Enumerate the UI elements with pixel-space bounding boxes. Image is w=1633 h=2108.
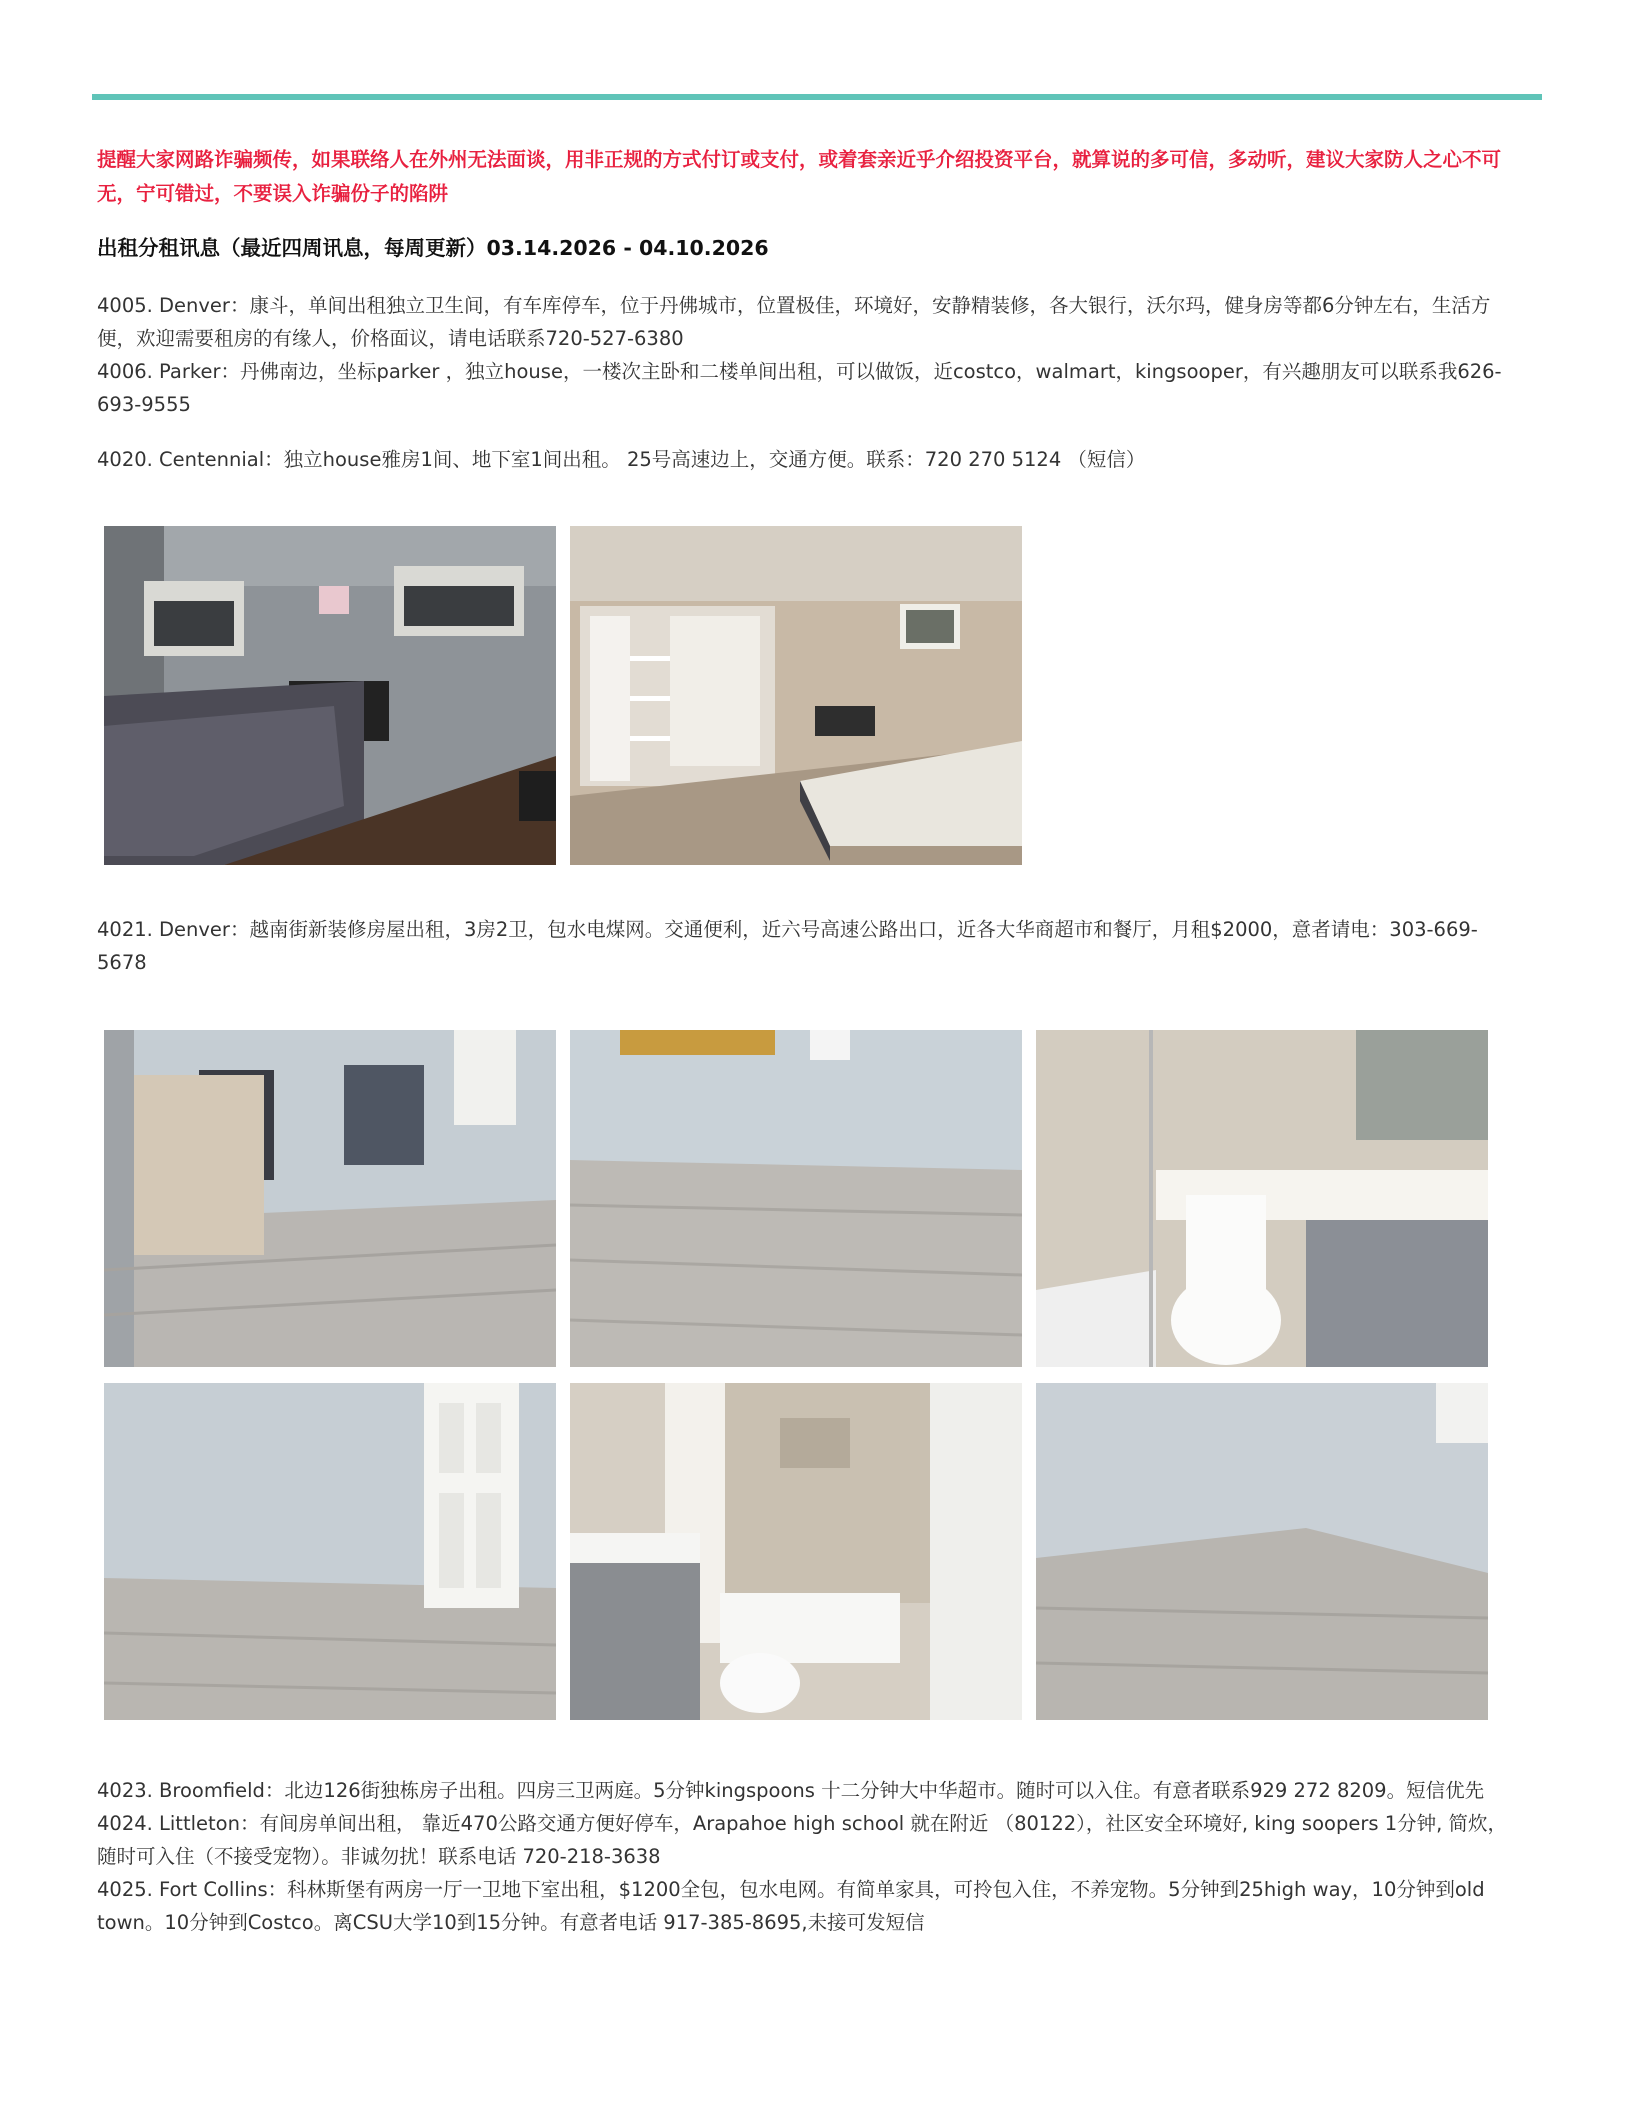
listing-4021-photo-room <box>570 1030 1022 1367</box>
notice-block <box>97 143 1512 211</box>
scam-warning: 提醒大家网路诈骗频传，如果联络人在外州无法面谈，用非正规的方式付订或支付，或着套亲近乎介绍投资平台，就算说的多可信，多动听，建议大家防人之心不可无，宁可错过，不要误入诈骗份子的陷阱 <box>97 148 1502 205</box>
listings-group-2 <box>97 443 1512 476</box>
section-heading: 出租分租讯息（最近四周讯息，每周更新）03.14.2026 - 04.10.2026 <box>97 236 769 260</box>
listings-group-1 <box>97 289 1512 421</box>
listings-group-4 <box>97 1774 1512 1939</box>
listing-4020: 4020. Centennial：独立house雅房1间、地下室1间出租。 25号高速边上，交通方便。联系：720 270 5124 （短信） <box>97 448 1146 471</box>
listing-4021-photo-living <box>104 1030 556 1367</box>
listing-4023: 4023. Broomfield：北边126街独栋房子出租。四房三卫两庭。5分钟kingspoons 十二分钟大中华超市。随时可以入住。有意者联系929 272 8209。短信优先 <box>97 1779 1485 1802</box>
listing-4020-photo-basement <box>570 526 1022 865</box>
listing-4024: 4024. Littleton：有间房单间出租， 靠近470公路交通方便好停车，Arapahoe high school 就在附近 （80122），社区安全环境好, king soopers 1分钟, 简炊，随时可入住（不接受宠物）。非诚勿扰！联系电话 720-218-3638 <box>97 1812 1508 1868</box>
top-divider <box>92 94 1542 100</box>
listing-4006: 4006. Parker：丹佛南边，坐标parker ，独立house，一楼次主卧和二楼单间出租，可以做饭，近costco，walmart，kingsooper，有兴趣朋友可以联系我626-693-9555 <box>97 360 1502 416</box>
listing-4021: 4021. Denver：越南街新装修房屋出租，3房2卫，包水电煤网。交通便利，近六号高速公路出口，近各大华商超市和餐厅，月租$2000，意者请电：303-669-5678 <box>97 918 1478 974</box>
listing-4021-photo-room-door <box>104 1383 556 1720</box>
listing-4021-photo-empty-room <box>1036 1383 1488 1720</box>
listing-4005: 4005. Denver：康斗，单间出租独立卫生间，有车库停车，位于丹佛城市，位置极佳，环境好，安静精装修，各大银行，沃尔玛，健身房等都6分钟左右，生活方便，欢迎需要租房的有缘人，价格面议，请电话联系720-527-6380 <box>97 294 1491 350</box>
section-heading-block <box>97 233 1512 263</box>
listing-4020-photo-bedroom <box>104 526 556 865</box>
listing-4021-photo-bath-tub <box>570 1383 1022 1720</box>
listing-4025: 4025. Fort Collins：科林斯堡有两房一厅一卫地下室出租，$1200全包，包水电网。有简单家具，可拎包入住，不养宠物。5分钟到25high way，10分钟到old town。10分钟到Costco。离CSU大学10到15分钟。有意者电话 917-385-8695,未接可发短信 <box>97 1878 1485 1934</box>
listing-4021-photo-bathroom <box>1036 1030 1488 1367</box>
listings-group-3 <box>97 913 1512 979</box>
